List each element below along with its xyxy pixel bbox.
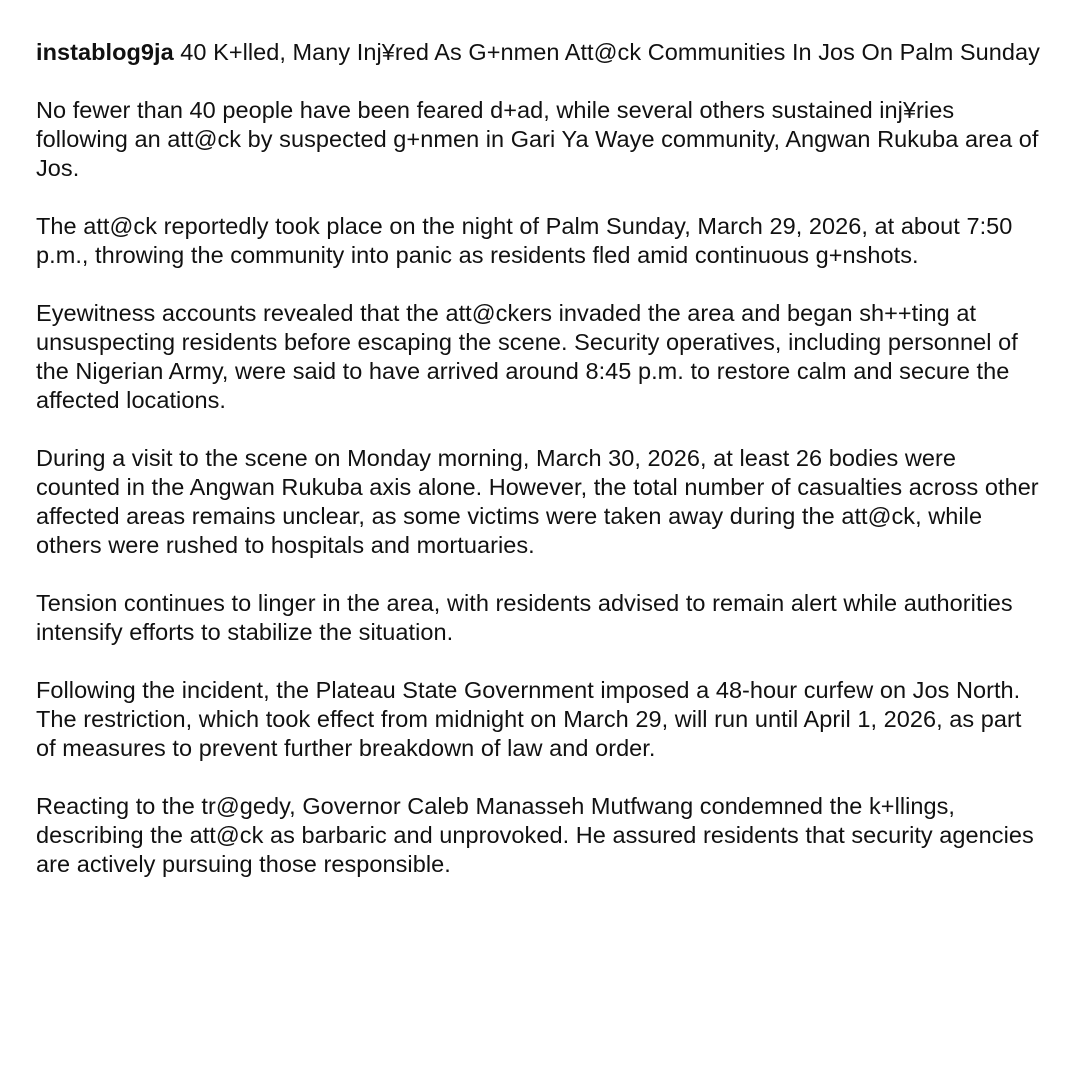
caption-paragraph-3: Eyewitness accounts revealed that the att@ckers invaded the area and began sh++ting at unsuspecting residents before escaping the scene. Security operatives, including personnel of the Nigerian Army, were said to have arrived around 8:45 p.m. to restore calm and secure the affected locations. (36, 300, 1018, 413)
caption-paragraph-6: Following the incident, the Plateau State Government imposed a 48-hour curfew on Jos North. The restriction, which took effect from midnight on March 29, will run until April 1, 2026, as part of measures to prevent further breakdown of law and order. (36, 677, 1022, 761)
username-link[interactable]: instablog9ja (36, 39, 174, 65)
caption-paragraph-7: Reacting to the tr@gedy, Governor Caleb Manasseh Mutfwang condemned the k+llings, describing the att@ck as barbaric and unprovoked. He assured residents that security agencies are actively pursuing those responsible. (36, 793, 1034, 877)
caption-paragraph-4: During a visit to the scene on Monday morning, March 30, 2026, at least 26 bodies were counted in the Angwan Rukuba axis alone. However, the total number of casualties across other affected areas remains unclear, as some victims were taken away during the att@ck, while others were rushed to hospitals and mortuaries. (36, 445, 1039, 558)
post-caption (36, 38, 1046, 908)
caption-paragraph-2: The att@ck reportedly took place on the night of Palm Sunday, March 29, 2026, at about 7:50 p.m., throwing the community into panic as residents fled amid continuous g+nshots. (36, 213, 1013, 268)
headline-text: 40 K+lled, Many Inj¥red As G+nmen Att@ck Communities In Jos On Palm Sunday (173, 39, 1040, 65)
caption-paragraph-5: Tension continues to linger in the area, with residents advised to remain alert while authorities intensify efforts to stabilize the situation. (36, 590, 1013, 645)
caption-paragraph-1: No fewer than 40 people have been feared d+ad, while several others sustained inj¥ries following an att@ck by suspected g+nmen in Gari Ya Waye community, Angwan Rukuba area of Jos. (36, 97, 1039, 181)
caption-headline (36, 38, 1046, 67)
